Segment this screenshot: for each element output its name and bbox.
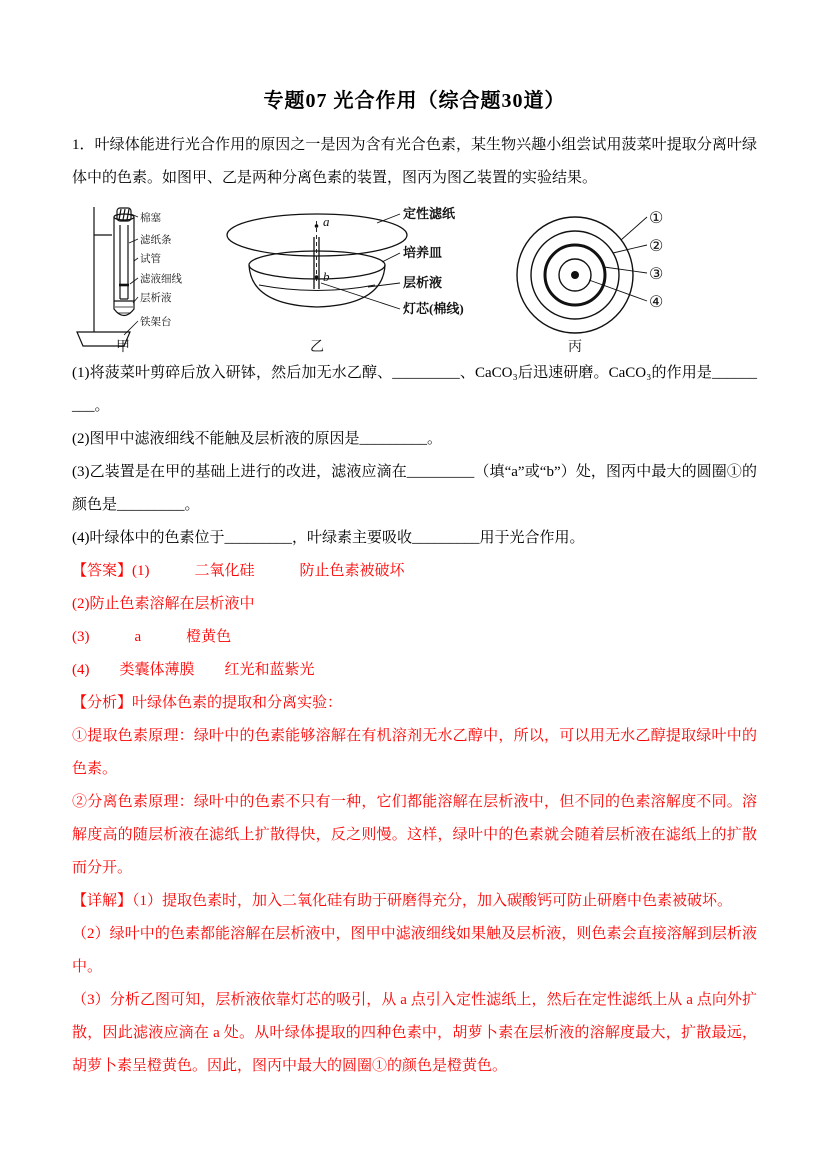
point-b-dot	[315, 275, 319, 279]
detail-section-label: 【详解】	[72, 893, 133, 909]
wick-label: 灯芯(棉线)	[403, 301, 464, 316]
petri-dish-rim	[249, 251, 385, 279]
answer-line-3: (3) a 橙黄色	[72, 629, 232, 645]
answer-line-2: (2)防止色素溶解在层析液中	[72, 596, 255, 612]
point-b-label: b	[323, 269, 330, 284]
filter-strip-label: 滤纸条	[140, 235, 172, 246]
point-a-dot	[315, 224, 319, 228]
leader-ring-1	[621, 217, 647, 240]
point-a-label: a	[323, 214, 330, 229]
question-part-2: (2)图甲中滤液细线不能触及层析液的原因是_________。	[72, 431, 442, 447]
filtrate-line-label: 滤液细线	[140, 274, 182, 285]
ring-2-label: ②	[649, 238, 664, 255]
analysis-intro-text: 叶绿体色素的提取和分离实验：	[132, 695, 343, 711]
apparatus-figure	[74, 201, 757, 353]
rings-drawing	[517, 217, 647, 333]
solvent-label-jia: 层析液	[140, 293, 172, 304]
answer-line-1	[72, 555, 757, 588]
answer-section-label: 【答案】	[72, 563, 133, 579]
leader-tube	[134, 258, 138, 261]
page-title: 专题07 光合作用（综合题30道）	[263, 90, 566, 112]
leader-stand	[124, 321, 138, 335]
solvent-label-yi: 层析液	[403, 275, 443, 290]
ring-1-label: ①	[649, 210, 664, 227]
leader-dish	[382, 253, 400, 262]
figure-bing-caption: 丙	[568, 340, 582, 353]
answer-line-4: (4) 类囊体薄膜 红光和蓝紫光	[72, 662, 315, 678]
ring-4-label: ④	[649, 294, 664, 311]
stand-and-tube-drawing	[77, 207, 138, 346]
figure-yi-apparatus	[222, 201, 484, 353]
analysis-section-label: 【分析】	[72, 695, 133, 711]
figure-jia-caption: 甲	[116, 340, 130, 353]
figure-bing-result	[510, 201, 696, 353]
question-part-4: (4)叶绿体中的色素位于_________，叶绿素主要吸收_________用于光合作用。	[72, 530, 585, 546]
detail-text-1: （1）提取色素时，加入二氧化硅有助于研磨得充分，加入碳酸钙可防止研磨中色素被破坏。	[132, 893, 733, 909]
answer-text-1: (1) 二氧化硅 防止色素被破坏	[132, 563, 405, 579]
leader-wick	[321, 283, 400, 309]
figure-yi-caption: 乙	[310, 340, 324, 353]
qualitative-filter-paper-shape	[227, 214, 407, 256]
leader-ring-3	[604, 267, 647, 273]
detail-point-3: （3）分析乙图可知，层析液依靠灯芯的吸引，从 a 点引入定性滤纸上，然后在定性滤纸上从 a 点向外扩散，因此滤液应滴在 a 处。从叶绿体提取的四种色素中，胡萝卜素在层析液的溶解度最大，扩散最远，胡萝卜素呈橙黄色。因此，图丙中最大的圆圈①的颜色是橙黄色。	[72, 992, 757, 1074]
ring-3-label: ③	[649, 266, 664, 283]
analysis-point-1: ①提取色素原理：绿叶中的色素能够溶解在有机溶剂无水乙醇中，所以，可以用无水乙醇提取绿叶中的色素。	[72, 728, 757, 777]
detail-point-1	[72, 885, 757, 918]
petri-dish-body	[249, 265, 385, 307]
analysis-heading	[72, 687, 757, 720]
leader-ring-2	[613, 245, 647, 253]
center-spot	[571, 271, 579, 279]
cotton-plug-label: 棉塞	[140, 213, 161, 224]
solvent-surface-yi	[259, 285, 375, 291]
detail-point-2: （2）绿叶中的色素都能溶解在层析液中，图甲中滤液细线如果触及层析液，则色素会直接溶解到层析液中。	[72, 926, 757, 975]
dish-drawing	[227, 214, 407, 309]
qualitative-filter-paper-label: 定性滤纸	[403, 206, 456, 221]
iron-stand-label: 铁架台	[140, 317, 172, 328]
question-part-3: (3)乙装置是在甲的基础上进行的改进，滤液应滴在_________（填“a”或“b”）处，图丙中最大的圆圈①的颜色是_________。	[72, 464, 757, 513]
test-tube-label: 试管	[140, 254, 161, 265]
analysis-point-2: ②分离色素原理：绿叶中的色素不只有一种，它们都能溶解在层析液中，但不同的色素溶解度不同。溶解度高的随层析液在滤纸上扩散得快，反之则慢。这样，绿叶中的色素就会随着层析液在滤纸上的扩散而分开。	[72, 794, 757, 876]
petri-dish-label: 培养皿	[403, 245, 443, 260]
question-part-1: (1)将菠菜叶剪碎后放入研钵，然后加无水乙醇、_________、CaCO₃后迅速研磨。CaCO₃的作用是_________。	[72, 365, 757, 414]
question-intro: 1．叶绿体能进行光合作用的原因之一是因为含有光合色素，某生物兴趣小组尝试用菠菜叶提取分离叶绿体中的色素。如图甲、乙是两种分离色素的装置，图丙为图乙装置的实验结果。	[72, 137, 757, 186]
figure-jia-apparatus	[74, 201, 216, 353]
